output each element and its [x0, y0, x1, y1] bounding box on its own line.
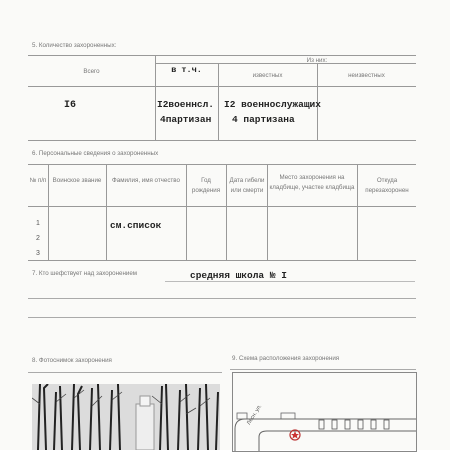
section5-title: 5. Количество захороненных: [32, 42, 117, 49]
divider [28, 86, 416, 87]
patron-value: средняя школа № I [190, 270, 287, 281]
header-number: № п/п [29, 177, 47, 184]
total-value: I6 [64, 100, 77, 111]
header-rank: Воинское звание [52, 177, 102, 184]
name-value: см.список [110, 220, 162, 231]
col-incl-header: в т.ч. [171, 65, 202, 75]
col-among-header: Из них: [306, 57, 328, 64]
incl-value-line2: 4партизан [160, 114, 212, 125]
header-death-date: Дата гибели или смерти [229, 177, 265, 194]
divider [48, 164, 49, 260]
burial-photo [32, 384, 220, 450]
row-number: 2 [36, 235, 40, 242]
divider [357, 164, 358, 260]
col-total-header: Всего [83, 68, 100, 75]
divider [28, 55, 416, 56]
header-reburied-from: Откуда перезахоронен [365, 177, 409, 194]
divider [186, 164, 187, 260]
section8-title: 8. Фотоснимок захоронения [32, 357, 112, 364]
divider [28, 298, 416, 299]
divider [267, 164, 268, 260]
row-number: 3 [36, 250, 40, 257]
divider [28, 372, 222, 373]
divider [106, 164, 107, 260]
section7-title: 7. Кто шефствует над захоронением [32, 270, 138, 277]
header-birth-year: Год рождения [191, 177, 221, 194]
underline [165, 281, 415, 282]
known-value-line1: I2 военнослужащих [224, 99, 321, 110]
header-name: Фамилия, имя отчество [112, 177, 180, 184]
divider [226, 164, 227, 260]
divider [28, 260, 416, 261]
col-unknown-header: неизвестных [348, 72, 385, 79]
col-known-header: известных [252, 72, 283, 79]
section9-title: 9. Схема расположения захоронения [232, 355, 340, 362]
divider [230, 369, 416, 370]
divider [28, 140, 416, 141]
incl-value-line1: I2военнсл. [157, 99, 215, 110]
header-burial-place: Место захоронения на кладбище, участке кладбища [269, 174, 355, 191]
known-value-line2: 4 партизана [232, 114, 295, 125]
street-label: Лесн. ул. [246, 403, 264, 427]
row-number: 1 [36, 220, 40, 227]
divider [28, 317, 416, 318]
section6-title: 6. Персональные сведения о захороненных [32, 150, 159, 157]
